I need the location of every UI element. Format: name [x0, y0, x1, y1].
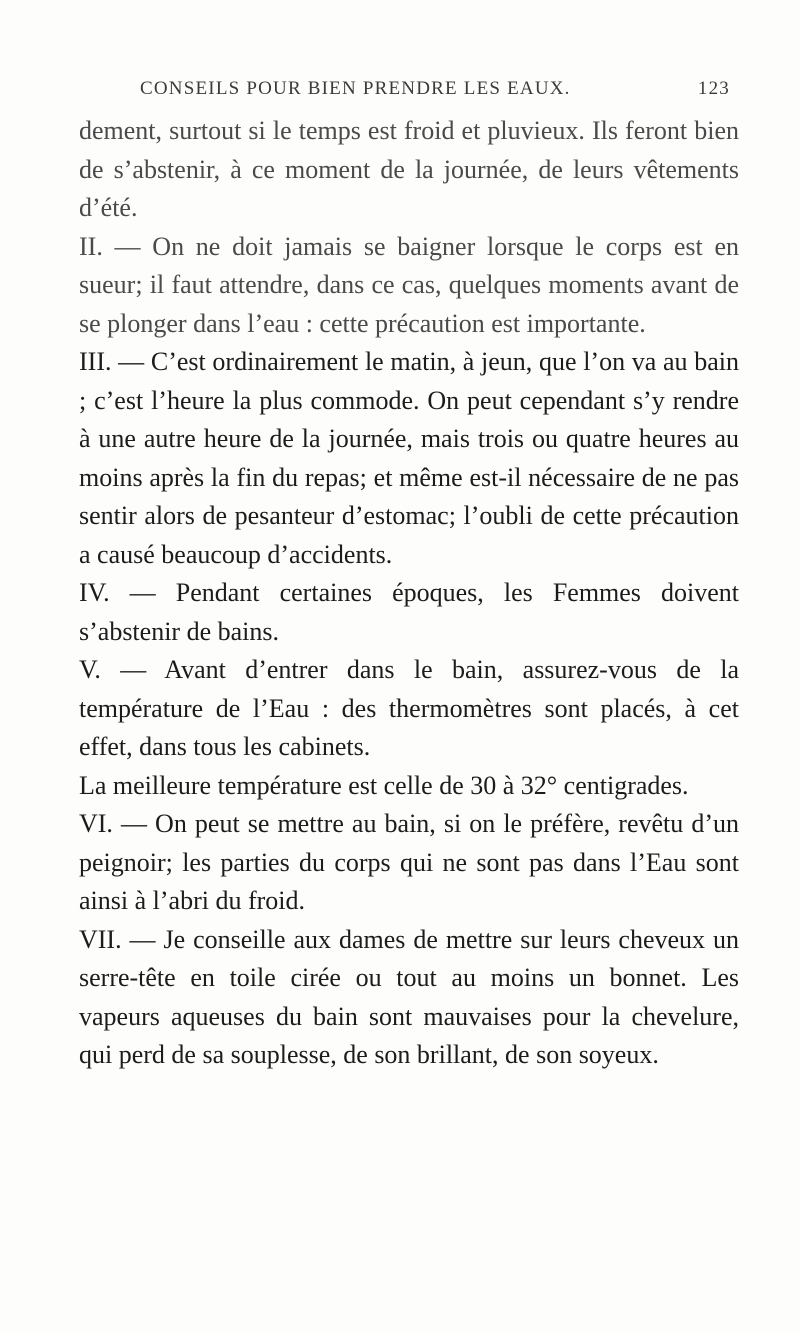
- page-body: [79, 112, 739, 1075]
- running-header: [140, 78, 740, 110]
- paragraph-rule-5: V. — Avant d’entrer dans le bain, assurez-vous de la température de l’Eau : des thermomètres sont placés, à cet effet, dans tous les cabinets.: [79, 655, 739, 761]
- page-number: 123: [697, 78, 730, 99]
- paragraph-rule-7: VII. — Je conseille aux dames de mettre sur leurs cheveux un serre-tête en toile cirée ou tout au moins un bonnet. Les vapeurs aqueuses du bain sont mauvaises pour la chevelure, qui perd de sa souplesse, de son brillant, de son soyeux.: [79, 924, 739, 1069]
- paragraph-continuation: dement, surtout si le temps est froid et pluvieux. Ils feront bien de s’abstenir, à ce moment de la journée, de leurs vêtements d’été.: [79, 116, 739, 222]
- running-title: CONSEILS POUR BIEN PRENDRE LES EAUX.: [140, 78, 571, 99]
- paragraph-temperature: La meilleure température est celle de 30 à 32° centigrades.: [79, 770, 689, 800]
- paragraph-rule-6: VI. — On peut se mettre au bain, si on le préfère, revêtu d’un peignoir; les parties du corps qui ne sont pas dans l’Eau sont ainsi à l’abri du froid.: [79, 809, 739, 915]
- paragraph-rule-4: IV. — Pendant certaines époques, les Femmes doivent s’abstenir de bains.: [79, 578, 739, 646]
- paragraph-rule-3: III. — C’est ordinairement le matin, à jeun, que l’on va au bain ; c’est l’heure la plus commode. On peut cependant s’y rendre à une autre heure de la journée, mais trois ou quatre heures au moins après la fin du repas; et même est-il nécessaire de ne pas sentir alors de pesanteur d’estomac; l’oubli de cette précaution a causé beaucoup d’accidents.: [79, 347, 739, 569]
- paragraph-rule-2: II. — On ne doit jamais se baigner lorsque le corps est en sueur; il faut attendre, dans ce cas, quelques moments avant de se plonger dans l’eau : cette précaution est importante.: [79, 231, 739, 338]
